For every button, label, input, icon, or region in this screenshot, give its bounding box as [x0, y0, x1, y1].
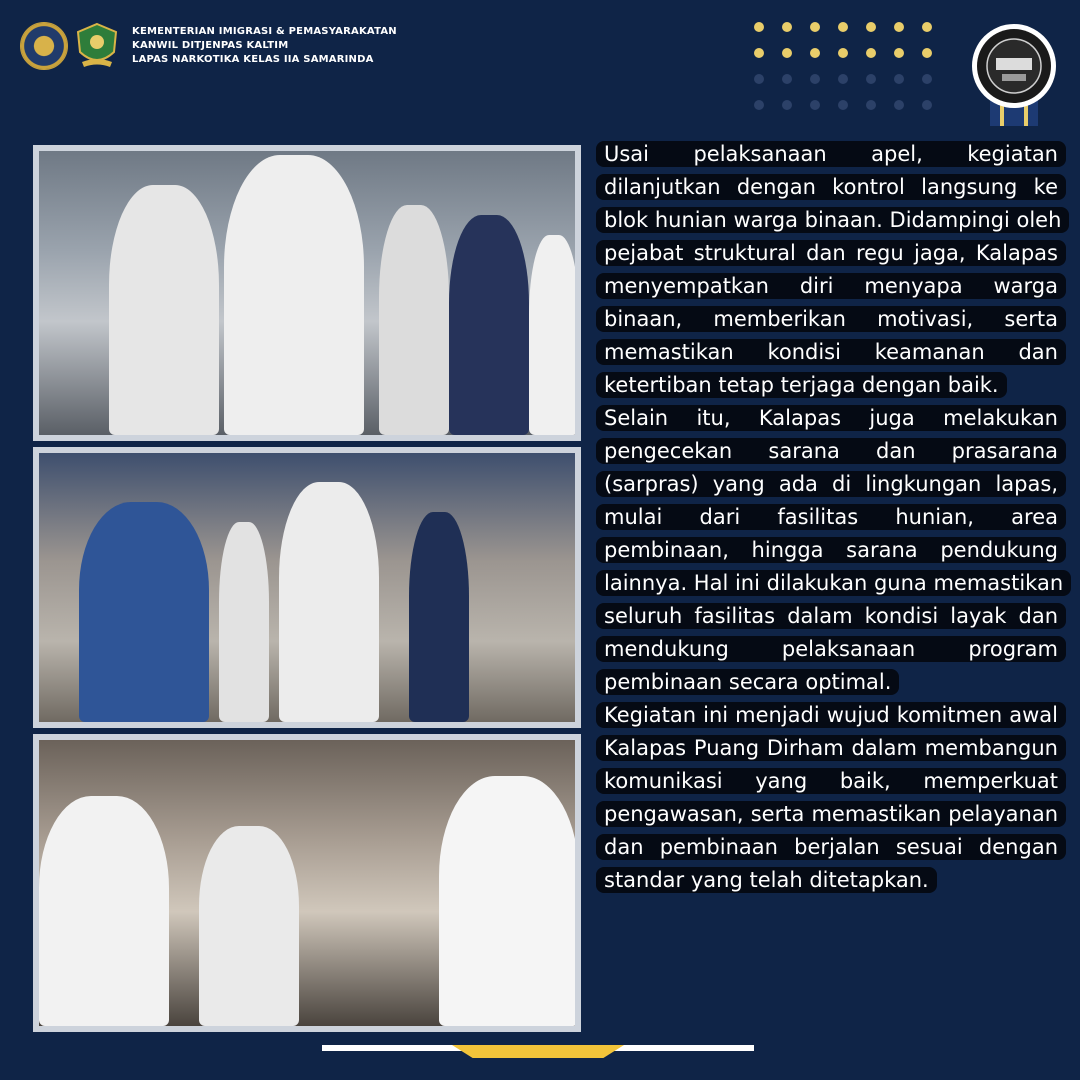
dot [810, 48, 820, 58]
dot [866, 74, 876, 84]
wbk-zona-integritas-badge-icon [970, 24, 1058, 126]
dot [894, 100, 904, 110]
figure [199, 826, 299, 1026]
paragraph-3 [596, 699, 1066, 897]
dot [782, 100, 792, 110]
figure [79, 502, 209, 722]
decorative-dot-grid [754, 22, 932, 110]
dot [866, 22, 876, 32]
dot [838, 74, 848, 84]
dot [894, 48, 904, 58]
dot [922, 48, 932, 58]
paragraph-2 [596, 402, 1066, 699]
figure [529, 235, 579, 435]
dot [754, 48, 764, 58]
photo-facility-inspection [33, 734, 581, 1032]
dot [866, 48, 876, 58]
dot [754, 74, 764, 84]
paragraph-1-text: Usai pelaksanaan apel, kegiatan dilanjutkan dengan kontrol langsung ke blok hunian warga binaan. Didampingi oleh pejabat struktural dan regu jaga, Kalapas menyempatkan diri menyapa warga binaan, memberikan motivasi, serta memastikan kondisi keamanan dan ketertiban tetap terjaga dengan baik. [596, 141, 1069, 398]
organization-name [132, 25, 397, 67]
org-line-regional: KANWIL DITJENPAS KALTIM [132, 40, 289, 51]
dot [810, 74, 820, 84]
dot [838, 22, 848, 32]
figure [409, 512, 469, 722]
dot [894, 22, 904, 32]
photo-collage [33, 145, 581, 1038]
dot [894, 74, 904, 84]
dot [810, 22, 820, 32]
paragraph-1 [596, 138, 1066, 402]
dot [754, 22, 764, 32]
figure [39, 796, 169, 1026]
dot [838, 48, 848, 58]
figure [279, 482, 379, 722]
org-line-ministry: KEMENTERIAN IMIGRASI & PEMASYARAKATAN [132, 26, 397, 37]
dot [922, 22, 932, 32]
figure [224, 155, 364, 435]
header [20, 22, 397, 70]
imigrasi-emblem-icon [20, 22, 68, 70]
org-line-unit: LAPAS NARKOTIKA KELAS IIA SAMARINDA [132, 54, 374, 65]
figure [109, 185, 219, 435]
dot [782, 48, 792, 58]
pemasyarakatan-emblem-icon [72, 22, 122, 70]
dot [754, 100, 764, 110]
paragraph-2-text: Selain itu, Kalapas juga melakukan pengecekan sarana dan prasarana (sarpras) yang ada di lingkungan lapas, mulai dari fasilitas hunian, area pembinaan, hingga sarana pendukung lainnya. Hal ini dilakukan guna memastikan seluruh fasilitas dalam kondisi layak dan mendukung pelaksanaan program pembinaan secara optimal. [596, 405, 1071, 695]
photo-greeting-inmates [33, 447, 581, 728]
dot [838, 100, 848, 110]
figure [379, 205, 449, 435]
figure [439, 776, 579, 1026]
paragraph-3-text: Kegiatan ini menjadi wujud komitmen awal Kalapas Puang Dirham dalam membangun komunikasi yang baik, memperkuat pengawasan, serta memastikan pelayanan dan pembinaan berjalan sesuai dengan standar yang telah ditetapkan. [596, 702, 1066, 893]
dot [810, 100, 820, 110]
dot [922, 74, 932, 84]
dot [866, 100, 876, 110]
dot [782, 22, 792, 32]
footer-accent-tab [452, 1038, 624, 1058]
photo-officers-walking [33, 145, 581, 441]
figure [219, 522, 269, 722]
dot [782, 74, 792, 84]
article-text [596, 138, 1066, 897]
dot [922, 100, 932, 110]
figure [449, 215, 529, 435]
